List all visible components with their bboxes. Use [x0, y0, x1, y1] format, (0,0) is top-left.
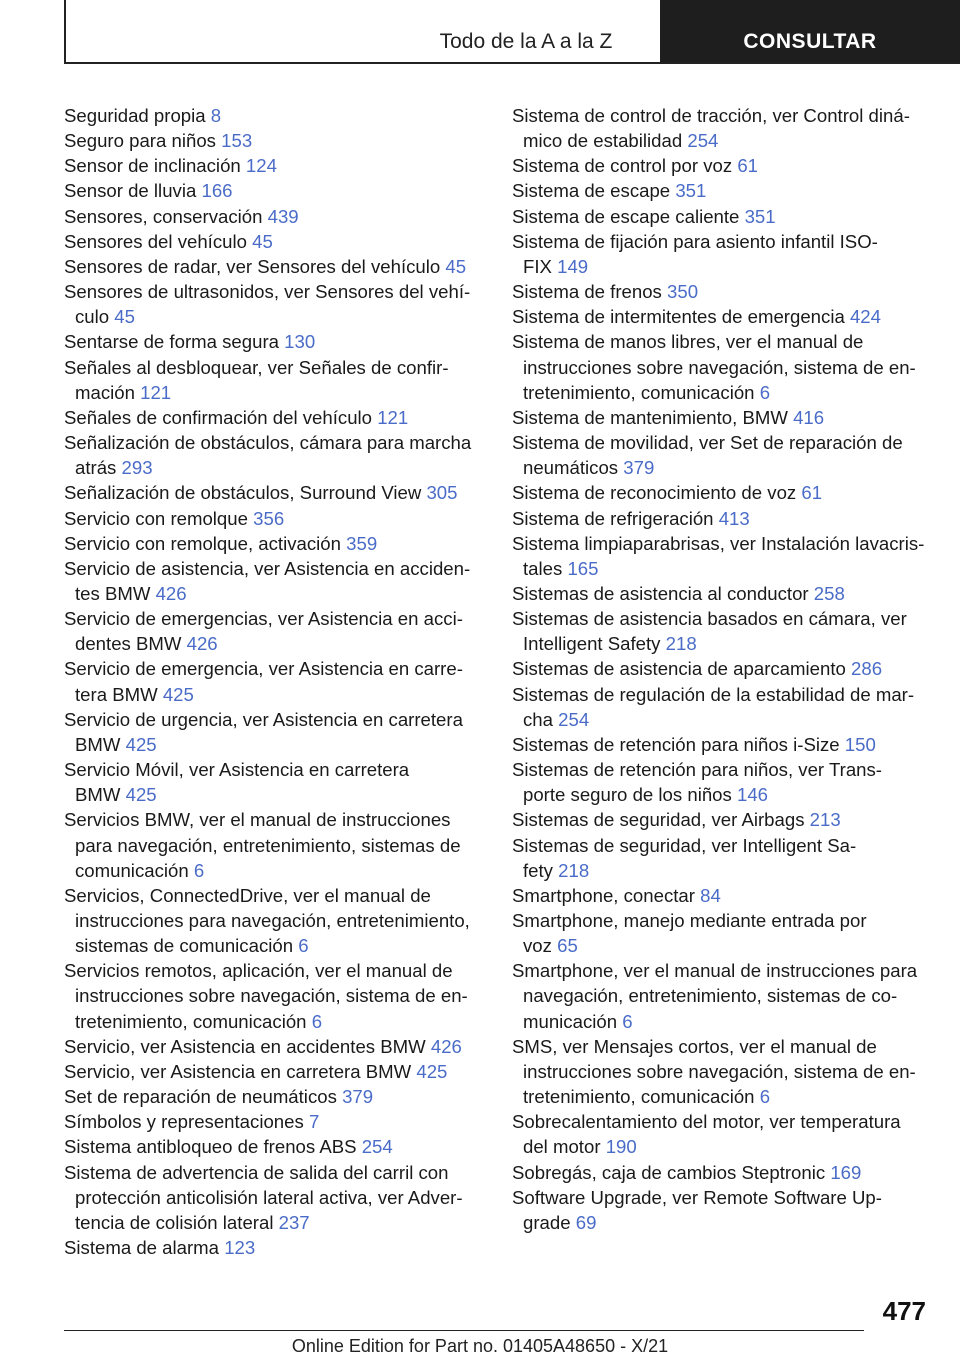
page-link[interactable]: 359 [346, 532, 378, 554]
index-entry [512, 304, 932, 329]
entry-text: Sistemas de retención para niños i-Size [512, 733, 840, 755]
entry-text: porte seguro de los niños [523, 784, 732, 806]
entry-text: Sistemas de seguridad, ver Airbags [512, 809, 805, 831]
index-entry [64, 1084, 484, 1109]
index-entry [64, 1109, 484, 1134]
entry-text: Sistema de escape caliente [512, 205, 740, 227]
index-entry [64, 707, 484, 757]
index-entry [512, 581, 932, 606]
page-link[interactable]: 237 [278, 1211, 310, 1233]
entry-text: Set de reparación de neumáticos [64, 1086, 337, 1108]
index-entry [512, 1034, 932, 1109]
index-entry [512, 329, 932, 404]
index-entry [512, 682, 932, 732]
page-link[interactable]: 439 [267, 205, 299, 227]
page-link[interactable]: 45 [445, 255, 467, 277]
entry-text: Servicio, ver Asistencia en accidentes BMW [64, 1035, 426, 1057]
entry-text: Sistema de manos libres, ver el manual de [512, 331, 864, 353]
page-link[interactable]: 6 [193, 859, 205, 881]
page-link[interactable]: 6 [759, 381, 771, 403]
entry-text: Servicio Móvil, ver Asistencia en carretera [64, 759, 410, 781]
entry-text: tretenimiento, comunicación [523, 1086, 755, 1108]
page-link[interactable]: 7 [308, 1111, 320, 1133]
entry-text: Sobrecalentamiento del motor, ver temperatura [512, 1111, 901, 1133]
index-entry [512, 833, 932, 883]
page-link[interactable]: 425 [125, 733, 157, 755]
index-entry [64, 656, 484, 706]
page-link[interactable]: 218 [558, 859, 590, 881]
entry-text: Software Upgrade, ver Remote Software Up- [512, 1186, 882, 1208]
entry-text: culo [75, 306, 110, 328]
entry-text: Sistema de escape [512, 180, 671, 202]
page-link[interactable]: 254 [558, 708, 590, 730]
entry-text: Sensores de radar, ver Sensores del vehículo [64, 255, 441, 277]
page-link[interactable]: 286 [851, 658, 883, 680]
entry-text: mación [75, 381, 135, 403]
entry-text: mico de estabilidad [523, 130, 683, 152]
entry-text: Sistema de intermitentes de emergencia [512, 306, 845, 328]
index-entry [512, 279, 932, 304]
entry-text: Sistema de fijación para asiento infantil ISO- [512, 230, 878, 252]
entry-text: instrucciones sobre navegación, sistema de en- [523, 1060, 916, 1082]
index-entry [64, 254, 484, 279]
page-link[interactable]: 356 [253, 507, 285, 529]
index-entry [64, 279, 484, 329]
page-link[interactable]: 254 [361, 1136, 393, 1158]
index-entry [512, 178, 932, 203]
index-entry [512, 1160, 932, 1185]
index-entry [64, 103, 484, 128]
entry-text: Sistema de control por voz [512, 155, 733, 177]
entry-text: instrucciones sobre navegación, sistema de en- [75, 985, 468, 1007]
entry-text: Servicios, ConnectedDrive, ver el manual de [64, 884, 431, 906]
index-entry [64, 229, 484, 254]
page-link[interactable]: 351 [675, 180, 707, 202]
entry-text: tencia de colisión lateral [75, 1211, 274, 1233]
entry-text: Servicio, ver Asistencia en carretera BMW [64, 1060, 412, 1082]
entry-text: navegación, entretenimiento, sistemas de co- [523, 985, 898, 1007]
entry-text: Sistema de refrigeración [512, 507, 714, 529]
entry-text: Servicio con remolque, activación [64, 532, 341, 554]
entry-text: Sistemas de seguridad, ver Intelligent Sa- [512, 834, 857, 856]
page-link[interactable]: 426 [430, 1035, 462, 1057]
entry-text: tretenimiento, comunicación [75, 1010, 307, 1032]
index-entry [64, 1059, 484, 1084]
entry-text: comunicación [75, 859, 189, 881]
entry-text: Sobregás, caja de cambios Steptronic [512, 1161, 826, 1183]
entry-text: Sensor de inclinación [64, 155, 241, 177]
entry-text: para navegación, entretenimiento, sistemas de [75, 834, 461, 856]
page-link[interactable]: 84 [700, 884, 721, 906]
entry-text: Señalización de obstáculos, Surround View [64, 482, 422, 504]
page-link[interactable]: 8 [210, 105, 222, 126]
entry-text: tes BMW [75, 582, 151, 604]
index-entry [512, 405, 932, 430]
entry-text: Sensores de ultrasonidos, ver Sensores del vehí- [64, 281, 471, 303]
entry-text: Servicio de emergencias, ver Asistencia en acci- [64, 608, 463, 630]
page-link[interactable]: 258 [813, 582, 845, 604]
page-link[interactable]: 153 [221, 130, 253, 152]
page-link[interactable]: 130 [284, 331, 316, 353]
index-entry [512, 1109, 932, 1159]
entry-text: municación [523, 1010, 618, 1032]
index-entry [64, 506, 484, 531]
page-link[interactable]: 121 [377, 406, 409, 428]
page-link[interactable]: 146 [736, 784, 769, 806]
footer-divider [64, 1330, 864, 1331]
page-link[interactable]: 45 [252, 230, 273, 252]
index-entry [512, 606, 932, 656]
entry-text: Sistema de reconocimiento de voz [512, 482, 797, 504]
footer-edition: Online Edition for Part no. 01405A48650 - X/21 [291, 1336, 669, 1356]
entry-text: neumáticos [523, 457, 619, 479]
page-link[interactable]: 165 [567, 557, 599, 579]
entry-text: Servicio de asistencia, ver Asistencia en acciden- [64, 557, 471, 579]
tab-consultar[interactable]: CONSULTAR [660, 0, 960, 62]
page-link[interactable]: 45 [114, 306, 135, 328]
entry-text: BMW [75, 733, 121, 755]
page-link[interactable]: 6 [311, 1010, 323, 1032]
page-link[interactable]: 379 [342, 1086, 374, 1108]
index-entry [64, 757, 484, 807]
index-column-left [64, 103, 484, 1260]
entry-text: Seguridad propia [64, 105, 206, 126]
page-link[interactable]: 293 [121, 457, 153, 479]
entry-text: FIX [523, 255, 552, 277]
page-link[interactable]: 213 [809, 809, 841, 831]
page-link[interactable]: 6 [759, 1086, 771, 1108]
index-entry [64, 1034, 484, 1059]
entry-text: Servicios BMW, ver el manual de instrucciones [64, 809, 451, 831]
entry-text: tretenimiento, comunicación [523, 381, 755, 403]
page-link[interactable]: 413 [718, 507, 750, 529]
entry-text: Señales al desbloquear, ver Señales de confir- [64, 356, 449, 378]
entry-text: sistemas de comunicación [75, 935, 294, 957]
entry-text: Sensores, conservación [64, 205, 263, 227]
index-entry [512, 1185, 932, 1235]
entry-text: Servicios remotos, aplicación, ver el manual de [64, 960, 453, 982]
entry-text: voz [523, 935, 552, 957]
index-entry [512, 656, 932, 681]
index-entry [64, 204, 484, 229]
entry-text: Sistemas de asistencia de aparcamiento [512, 658, 846, 680]
page-link[interactable]: 166 [201, 180, 233, 202]
index-entry [512, 506, 932, 531]
index-entry [512, 480, 932, 505]
page-link[interactable]: 149 [557, 255, 589, 277]
page-number: 477 [882, 1296, 926, 1326]
index-entry [64, 178, 484, 203]
entry-text: Sistemas de regulación de la estabilidad de mar- [512, 683, 915, 705]
page-link[interactable]: 351 [744, 205, 776, 227]
entry-text: grade [523, 1211, 571, 1233]
index-entry [512, 229, 932, 279]
entry-text: tera BMW [75, 683, 158, 705]
entry-text: Sistemas de retención para niños, ver Trans- [512, 759, 882, 781]
index-entry [64, 1134, 484, 1159]
page-link[interactable]: 425 [162, 683, 194, 705]
page-link[interactable]: 425 [125, 784, 157, 806]
entry-text: dentes BMW [75, 633, 182, 655]
entry-text: SMS, ver Mensajes cortos, ver el manual de [512, 1035, 877, 1057]
index-entry [512, 531, 932, 581]
entry-text: Sistemas de asistencia basados en cámara, ver [512, 608, 907, 630]
index-entry [512, 883, 932, 908]
page-link[interactable]: 61 [801, 482, 823, 504]
entry-text: Sistema de advertencia de salida del carril con [64, 1161, 449, 1183]
entry-text: Sistema de frenos [512, 281, 662, 303]
index-entry [512, 204, 932, 229]
index-entry [64, 883, 484, 958]
entry-text: Servicio con remolque [64, 507, 248, 529]
entry-text: Intelligent Safety [523, 633, 661, 655]
entry-text: Sistema antibloqueo de frenos ABS [64, 1136, 357, 1158]
entry-text: atrás [75, 457, 117, 479]
entry-text: Seguro para niños [64, 130, 216, 152]
entry-text: BMW [75, 784, 121, 806]
entry-text: Sistemas de asistencia al conductor [512, 582, 809, 604]
index-entry [64, 1160, 484, 1235]
entry-text: Servicio de emergencia, ver Asistencia en carre- [64, 658, 463, 680]
index-entry [512, 908, 932, 958]
index-entry [512, 757, 932, 807]
page-link[interactable]: 426 [155, 582, 187, 604]
page-link[interactable]: 379 [623, 457, 655, 479]
entry-text: protección anticolisión lateral activa, ver Adver- [75, 1186, 463, 1208]
entry-text: del motor [523, 1136, 601, 1158]
index-entry [64, 531, 484, 556]
index-entry [64, 1235, 484, 1260]
index-entry [64, 480, 484, 505]
entry-text: instrucciones para navegación, entretenimiento, [75, 910, 470, 931]
index-entry [64, 329, 484, 354]
page-link[interactable]: 6 [298, 935, 309, 957]
index-entry [512, 807, 932, 832]
index-entry [64, 606, 484, 656]
entry-text: Servicio de urgencia, ver Asistencia en carretera [64, 708, 463, 730]
page-link[interactable]: 124 [245, 155, 277, 177]
entry-text: Señalización de obstáculos, cámara para marcha [64, 432, 472, 454]
page-link[interactable]: 121 [140, 381, 172, 403]
entry-text: tales [523, 557, 563, 579]
index-entry [512, 732, 932, 757]
page-link[interactable]: 6 [622, 1010, 633, 1032]
page-link[interactable]: 169 [830, 1161, 862, 1183]
index-column-right [512, 103, 932, 1235]
page-link[interactable]: 69 [575, 1211, 597, 1233]
entry-text: Sistema de alarma [64, 1237, 220, 1259]
index-entry [64, 153, 484, 178]
entry-text: Sistema de control de tracción, ver Control diná- [512, 105, 910, 126]
page-link[interactable]: 218 [665, 633, 697, 655]
index-entry [64, 430, 484, 480]
page-link[interactable]: 426 [186, 633, 218, 655]
entry-text: fety [523, 859, 553, 881]
index-entry [64, 556, 484, 606]
entry-text: Sensor de lluvia [64, 180, 197, 202]
page-link[interactable]: 424 [849, 306, 881, 328]
entry-text: Símbolos y representaciones [64, 1111, 304, 1133]
entry-text: instrucciones sobre navegación, sistema de en- [523, 356, 916, 378]
entry-text: Sistema limpiaparabrisas, ver Instalación lavacris- [512, 532, 925, 554]
entry-text: Smartphone, ver el manual de instrucciones para [512, 960, 918, 982]
page-link[interactable]: 350 [667, 281, 699, 303]
entry-text: Smartphone, conectar [512, 884, 695, 906]
page-link[interactable]: 190 [605, 1136, 637, 1158]
index-entry [512, 153, 932, 178]
page-link[interactable]: 65 [557, 935, 578, 957]
index-entry [64, 128, 484, 153]
index-entry [64, 355, 484, 405]
page-link[interactable]: 416 [793, 406, 825, 428]
entry-text: Sistema de movilidad, ver Set de reparación de [512, 432, 903, 454]
index-entry [64, 405, 484, 430]
page-link[interactable]: 254 [687, 130, 719, 152]
index-entry [512, 103, 932, 153]
page-link[interactable]: 61 [737, 155, 758, 177]
page-link[interactable]: 305 [426, 482, 458, 504]
entry-text: Sentarse de forma segura [64, 331, 279, 353]
index-entry [512, 958, 932, 1033]
index-entry [64, 807, 484, 882]
page-link[interactable]: 150 [844, 733, 876, 755]
page-link[interactable]: 123 [224, 1237, 256, 1259]
entry-text: Sistema de mantenimiento, BMW [512, 406, 788, 428]
entry-text: Señales de confirmación del vehículo [64, 406, 373, 428]
index-entry [512, 430, 932, 480]
tab-index-a-z[interactable]: Todo de la A a la Z [439, 30, 613, 53]
page-link[interactable]: 425 [416, 1060, 448, 1082]
entry-text: Sensores del vehículo [64, 230, 247, 252]
entry-text: cha [523, 708, 553, 730]
index-entry [64, 958, 484, 1033]
entry-text: Smartphone, manejo mediante entrada por [512, 910, 867, 931]
